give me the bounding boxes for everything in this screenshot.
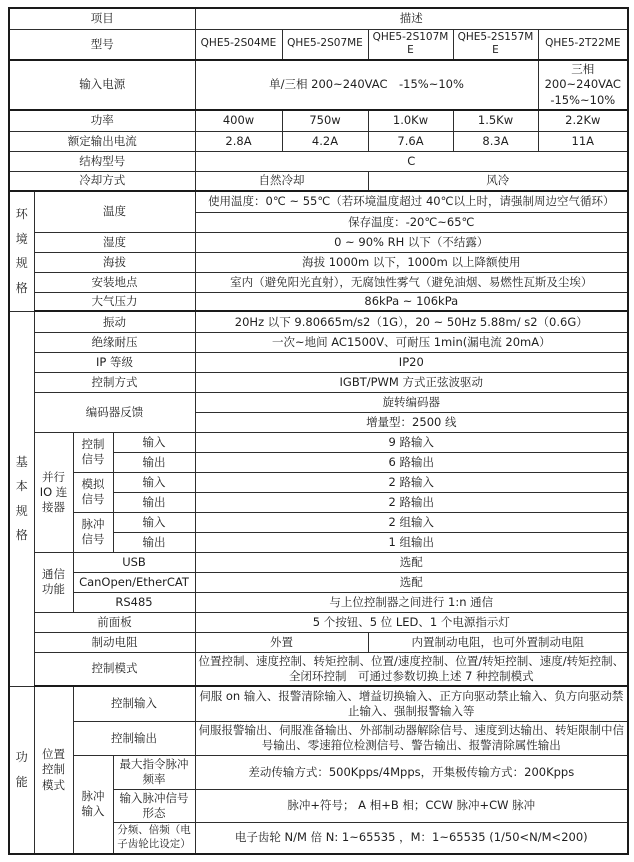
spec-value: 2 路输入 <box>195 472 628 492</box>
spec-value: 伺服 on 输入、报警清除输入、增益切换输入、正方向驱动禁止输入、负方向驱动禁止输入、强制报警输入等 <box>195 686 628 721</box>
label-max-pulse-freq: 最大指令脉冲 频率 <box>113 755 195 789</box>
table-row <box>9 432 628 452</box>
spec-value: IP20 <box>195 352 628 372</box>
spec-label: 输入 <box>113 432 195 452</box>
spec-label: 2.8A <box>195 132 282 152</box>
value-cooling-natural: 自然冷却 <box>195 172 368 191</box>
spec-value: 电子齿轮 N/M 倍 N: 1~65535 ，M：1~65535 (1/50<N/M<200) <box>195 823 628 854</box>
label-pulse-signal: 脉冲 信号 <box>73 512 113 552</box>
label-cooling: 冷却方式 <box>9 172 195 191</box>
spec-label: 输出 <box>113 532 195 552</box>
spec-label: USB <box>73 552 195 572</box>
table-row <box>9 372 628 392</box>
label-power: 功率 <box>9 110 195 132</box>
table-row <box>9 253 628 273</box>
label-position-control-mode: 位置 控制 模式 <box>34 686 73 854</box>
spec-label: 7.6A <box>368 132 453 152</box>
table-row <box>9 293 628 312</box>
label-rated-current: 额定输出电流 <box>9 132 195 152</box>
spec-label: 8.3A <box>453 132 538 152</box>
table-row <box>9 572 628 592</box>
section-basic-specs: 基 本 规 格 <box>9 311 34 686</box>
spec-value: 20Hz 以下 9.80665m/s2（1G），20 ~ 50Hz 5.88m/ s2（0.6G） <box>195 311 628 332</box>
label-analog-signal: 模拟 信号 <box>73 472 113 512</box>
table-row <box>9 273 628 293</box>
label-encoder-feedback: 编码器反馈 <box>34 392 195 432</box>
spec-value: IGBT/PWM 方式正弦波驱动 <box>195 372 628 392</box>
table-row <box>9 110 628 132</box>
table-row <box>9 592 628 612</box>
value-input-power-2t22: 三相 200~240VAC -15%~10% <box>538 60 628 110</box>
label-input-power: 输入电源 <box>9 60 195 110</box>
spec-value: 2 路输出 <box>195 492 628 512</box>
spec-value: 选配 <box>195 552 628 572</box>
spec-value: 2 组输入 <box>195 512 628 532</box>
label-install-site: 安装地点 <box>34 273 195 293</box>
spec-label: 输出 <box>113 452 195 472</box>
table-row <box>9 352 628 372</box>
spec-value: 9 路输入 <box>195 432 628 452</box>
label-gear-ratio: 分频、倍频（电 子齿轮比设定） <box>113 823 195 854</box>
table-row <box>9 152 628 172</box>
label-insulation: 绝缘耐压 <box>34 332 195 352</box>
spec-value: 位置控制、速度控制、转矩控制、位置/速度控制、位置/转矩控制、速度/转矩控制、全闭环控制 可通过参数切换上述 7 种控制模式 <box>195 652 628 686</box>
model-name: QHE5-2S157ME <box>453 29 538 60</box>
label-parallel-io: 并行 IO 连 接器 <box>34 432 73 552</box>
spec-label: 外置 <box>195 632 368 652</box>
spec-label: 2.2Kw <box>538 110 628 132</box>
label-braking-resistor: 制动电阻 <box>34 632 195 652</box>
label-altitude: 海拔 <box>34 253 195 273</box>
label-pulse-form: 输入脉冲信号 形态 <box>113 789 195 822</box>
label-control-output: 控制输出 <box>73 721 195 755</box>
spec-value: 海拔 1000m 以下，1000m 以上降额使用 <box>195 253 628 273</box>
label-structure-type: 结构型号 <box>9 152 195 172</box>
col-header-description: 描述 <box>195 8 628 29</box>
spec-value: C <box>195 152 628 172</box>
spec-table <box>8 7 629 855</box>
spec-label: 11A <box>538 132 628 152</box>
spec-label: 750w <box>282 110 368 132</box>
spec-value: 1 组输出 <box>195 532 628 552</box>
spec-label: 输入 <box>113 472 195 492</box>
spec-label: 内置制动电阻，也可外置制动电阻 <box>368 632 628 652</box>
col-header-item: 项目 <box>9 8 195 29</box>
label-air-pressure: 大气压力 <box>34 293 195 312</box>
spec-value: 伺服报警输出、伺服准备输出、外部制动器解除信号、速度到达输出、转矩限制中信号输出、零速箝位检测信号、警告输出、报警清除属性输出 <box>195 721 628 755</box>
section-env-specs: 环 境 规 格 <box>9 191 34 312</box>
spec-value: 增量型：2500 线 <box>195 412 628 432</box>
table-row <box>9 332 628 352</box>
spec-table-body <box>9 8 628 854</box>
spec-label: 4.2A <box>282 132 368 152</box>
spec-value: 6 路输出 <box>195 452 628 472</box>
table-row <box>9 632 628 652</box>
table-row <box>9 612 628 632</box>
spec-value: 旋转编码器 <box>195 392 628 412</box>
label-control-mode: 控制模式 <box>34 652 195 686</box>
model-name: QHE5-2S04ME <box>195 29 282 60</box>
table-row <box>9 132 628 152</box>
spec-value: 86kPa ~ 106kPa <box>195 293 628 312</box>
value-input-power-main: 单/三相 200~240VAC -15%~10% <box>195 60 538 110</box>
table-row <box>9 472 628 492</box>
model-name: QHE5-2S107ME <box>368 29 453 60</box>
spec-label: 输入 <box>113 512 195 532</box>
table-row <box>9 512 628 532</box>
table-row <box>9 552 628 572</box>
model-name: QHE5-2T22ME <box>538 29 628 60</box>
spec-value: 脉冲+符号； A 相+B 相；CCW 脉冲+CW 脉冲 <box>195 789 628 822</box>
label-model: 型号 <box>9 29 195 60</box>
table-row <box>9 721 628 755</box>
spec-value: 5 个按钮、5 位 LED、1 个电源指示灯 <box>195 612 628 632</box>
spec-value: 与上位控制器之间进行 1:n 通信 <box>195 592 628 612</box>
label-control-method: 控制方式 <box>34 372 195 392</box>
table-row <box>9 29 628 60</box>
spec-value: 差动传输方式：500Kpps/4Mpps，开集极传输方式：200Kpps <box>195 755 628 789</box>
label-humidity: 湿度 <box>34 233 195 253</box>
spec-value: 室内（避免阳光直射），无腐蚀性雾气（避免油烟、易燃性瓦斯及尘埃） <box>195 273 628 293</box>
spec-label: 1.5Kw <box>453 110 538 132</box>
label-front-panel: 前面板 <box>34 612 195 632</box>
spec-label: 1.0Kw <box>368 110 453 132</box>
table-row <box>9 686 628 721</box>
table-row <box>9 652 628 686</box>
spec-value: 一次~地间 AC1500V、可耐压 1min(漏电流 20mA） <box>195 332 628 352</box>
table-row <box>9 311 628 332</box>
table-row <box>9 392 628 412</box>
spec-value: 选配 <box>195 572 628 592</box>
label-control-input: 控制输入 <box>73 686 195 721</box>
table-row <box>9 8 628 29</box>
table-row <box>9 60 628 110</box>
table-row <box>9 172 628 191</box>
table-row <box>9 755 628 789</box>
value-cooling-fan: 风冷 <box>368 172 628 191</box>
model-name: QHE5-2S07ME <box>282 29 368 60</box>
spec-label: RS485 <box>73 592 195 612</box>
section-functions: 功 能 <box>9 686 34 854</box>
spec-label: CanOpen/EtherCAT <box>73 572 195 592</box>
spec-value: 保存温度：-20℃~65℃ <box>195 213 628 233</box>
label-ip-rating: IP 等级 <box>34 352 195 372</box>
spec-label: 400w <box>195 110 282 132</box>
label-control-signal: 控制 信号 <box>73 432 113 472</box>
spec-label: 输出 <box>113 492 195 512</box>
label-pulse-input: 脉冲 输入 <box>73 755 113 854</box>
label-temperature: 温度 <box>34 191 195 233</box>
table-row <box>9 233 628 253</box>
spec-value: 0 ~ 90% RH 以下（不结露） <box>195 233 628 253</box>
spec-value: 使用温度：0℃ ~ 55℃（若环境温度超过 40℃以上时，请强制周边空气循环） <box>195 191 628 213</box>
label-comm-function: 通信 功能 <box>34 552 73 612</box>
label-vibration: 振动 <box>34 311 195 332</box>
table-row <box>9 191 628 213</box>
